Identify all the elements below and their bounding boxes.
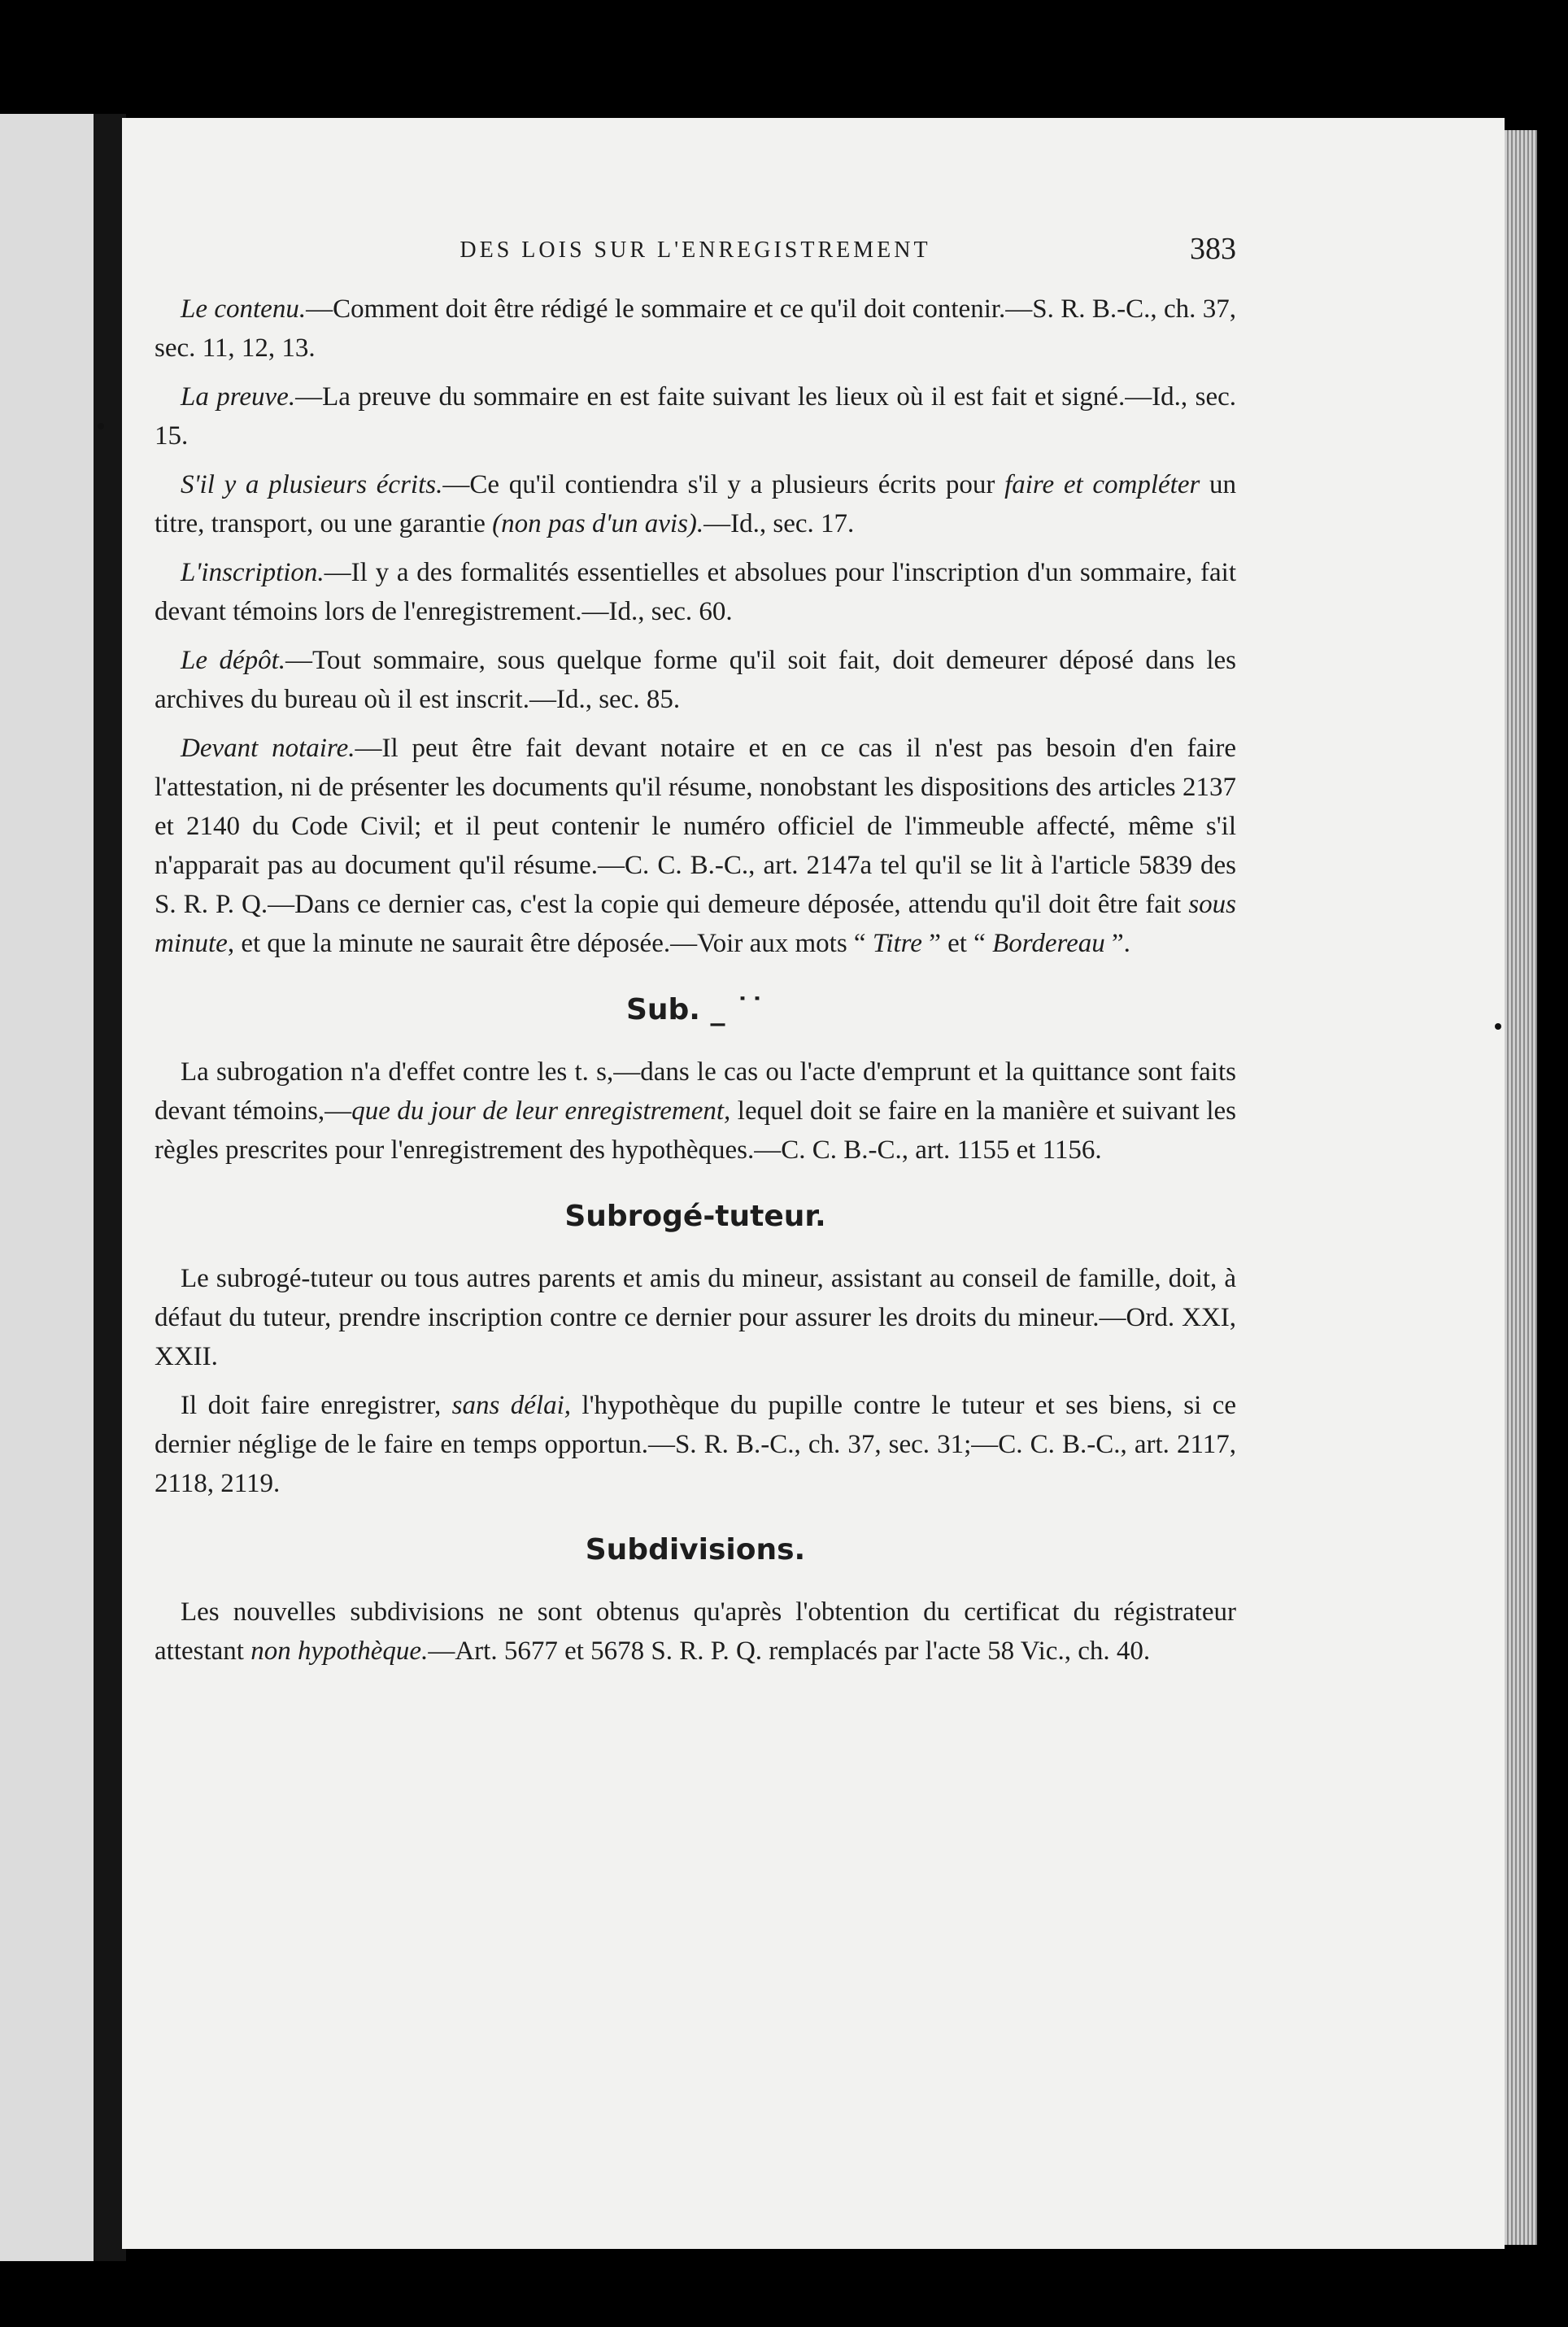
paragraph-text: ”. (1104, 929, 1130, 958)
paragraph-text: —Ce qu'il contiendra s'il y a plusieurs écrits pour (442, 470, 1005, 499)
paragraph-text: —Il peut être fait devant notaire et en ce cas il n'est pas besoin d'en faire l'attestation, ni de présenter les documents qu'il résume, nonobstant les dispositions des articles 2137 et 2140 du Code Civil; et il peut contenir le numéro officiel de l'immeuble affecté, même s'il n'apparait pas au document qu'il résume.—C. C. B.-C., art. 2147a tel qu'il se lit à l'article 5839 des S. R. P. Q.—Dans ce dernier cas, c'est la copie qui demeure déposée, attendu qu'il doit être fait (155, 734, 1236, 919)
paragraph-italic: que du jour de leur enregistrement, (351, 1096, 731, 1126)
page-number: 383 (1190, 232, 1236, 266)
paragraph-text: l'hypothèque du pupille contre le tuteur et ses biens, si ce dernier néglige de le faire en temps opportun.—S. R. B.-C., ch. 37, sec. 31;—C. C. B.-C., art. 2117, 2118, 2119. (155, 1391, 1236, 1498)
section-heading-subrogation: Sub. _ ˙˙ (625, 993, 765, 1026)
paragraph-italic: Titre (872, 929, 922, 958)
paragraph-subroge-tuteur-2 (155, 1386, 1236, 1503)
section-heading-subdivisions: Subdivisions. (585, 1533, 806, 1567)
page-stack-edge (1505, 130, 1537, 2245)
paragraph-preuve (155, 377, 1236, 455)
paragraph-devant-notaire (155, 729, 1236, 963)
section-heading-subroge-tuteur: Subrogé-tuteur. (564, 1200, 826, 1233)
paragraph-text: —Il y a des formalités essentielles et absolues pour l'inscription d'un sommaire, fait devant témoins lors de l'enregistrement.—Id., sec. 60. (155, 558, 1236, 626)
running-title: DES LOIS SUR L'ENREGISTREMENT (460, 237, 931, 263)
facing-page-edge (0, 114, 94, 2261)
paragraph-text: La subrogation n'a d'effet contre les t. s,—dans le cas ou l'acte d'emprunt et la quittance sont faits devant témoins,— (155, 1057, 1236, 1126)
paragraph-lead: La preuve. (181, 382, 296, 412)
paragraph-lead: Le contenu. (181, 294, 307, 324)
book-gutter (94, 114, 126, 2261)
page-content (155, 232, 1237, 1680)
paragraph-text: Le subrogé-tuteur ou tous autres parents et amis du mineur, assistant au conseil de famille, doit, à défaut du tuteur, prendre inscription contre ce dernier pour assurer les droits du mineur.—Ord. XXI, XXII. (155, 1264, 1236, 1371)
paragraph-lead: S'il y a plusieurs écrits. (181, 470, 443, 499)
paragraph-text: un titre, transport, ou une garantie (155, 470, 1237, 538)
paragraph-subroge-tuteur-1 (155, 1259, 1236, 1376)
paragraph-lead: Devant notaire. (181, 734, 355, 763)
paragraph-text: —Art. 5677 et 5678 S. R. P. Q. remplacés par l'acte 58 Vic., ch. 40. (428, 1636, 1151, 1666)
paragraph-text: —Comment doit être rédigé le sommaire et ce qu'il doit contenir.—S. R. B.-C., ch. 37, sec. 11, 12, 13. (155, 294, 1236, 363)
paragraph-italic: non hypothèque. (250, 1636, 429, 1666)
paragraph-text: Il doit faire enregistrer, (181, 1391, 452, 1420)
paragraph-contenu (155, 290, 1236, 368)
scan-speck (1495, 1023, 1501, 1030)
paragraph-italic: Bordereau (992, 929, 1105, 958)
paragraph-subdivisions (155, 1593, 1236, 1671)
paragraph-inscription (155, 553, 1236, 631)
paragraph-lead: Le dépôt. (181, 646, 286, 675)
paragraph-subrogation (155, 1052, 1236, 1170)
scan-speck (98, 423, 104, 429)
paragraph-text: Les nouvelles subdivisions ne sont obtenus qu'après l'obtention du certificat du régistrateur attestant (155, 1597, 1236, 1666)
running-head (155, 232, 1236, 290)
paragraph-italic: sous minute (155, 890, 1236, 958)
paragraph-plusieurs-ecrits (155, 465, 1236, 543)
paragraph-lead: L'inscription. (181, 558, 324, 587)
paragraph-text: —Id., sec. 17. (703, 509, 855, 538)
paragraph-text: lequel doit se faire en la manière et suivant les règles prescrites pour l'enregistrement des hypothèques.—C. C. B.-C., art. 1155 et 1156. (155, 1096, 1236, 1165)
paragraph-text: , et que la minute ne saurait être déposée.—Voir aux mots “ (227, 929, 873, 958)
paragraph-text: —Tout sommaire, sous quelque forme qu'il soit fait, doit demeurer déposé dans les archives du bureau où il est inscrit.—Id., sec. 85. (155, 646, 1236, 714)
paragraph-text: —La preuve du sommaire en est faite suivant les lieux où il est fait et signé.—Id., sec. 15. (155, 382, 1236, 451)
paragraph-italic: sans délai, (451, 1391, 571, 1420)
paragraph-text: ” et “ (921, 929, 993, 958)
paragraph-italic: (non pas d'un avis). (492, 509, 704, 538)
paragraph-italic: faire et compléter (1004, 470, 1200, 499)
paragraph-depot (155, 641, 1236, 719)
